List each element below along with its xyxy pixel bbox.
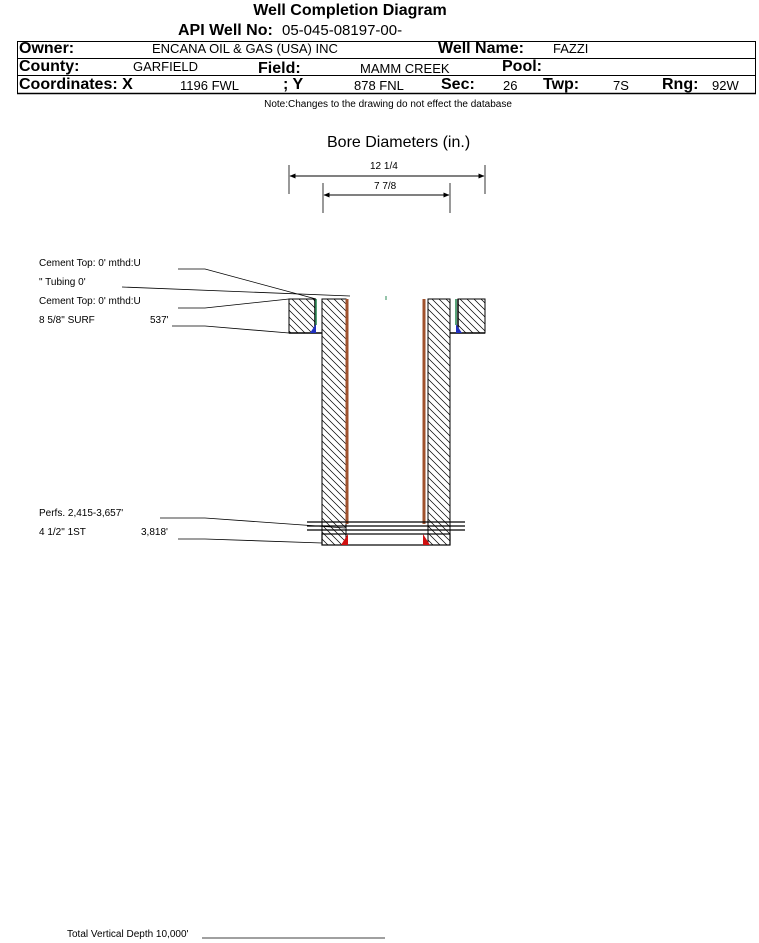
cement-top-label-2: Cement Top: 0' mthd:U — [39, 296, 141, 307]
diagram-title: Well Completion Diagram — [253, 2, 447, 19]
rng-label: Rng: — [662, 76, 699, 93]
bore-inner-dimension — [323, 183, 450, 213]
twp-label: Twp: — [543, 76, 580, 93]
sec-value: 26 — [503, 78, 518, 93]
perforations-label: Perfs. 2,415-3,657' — [39, 508, 124, 519]
y-value: 878 FNL — [354, 78, 404, 93]
production-cement — [322, 299, 450, 545]
x-value: 1196 FWL — [180, 78, 240, 93]
api-value: 05-045-08197-00- — [282, 22, 403, 39]
surface-casing-depth: 537' — [150, 315, 169, 326]
tubing-label: " Tubing 0' — [39, 277, 86, 288]
well-name-label: Well Name: — [438, 40, 524, 57]
coords-label: Coordinates: X — [19, 76, 133, 93]
y-label: ; Y — [283, 76, 304, 93]
bore-title: Bore Diameters (in.) — [327, 134, 471, 151]
bore-inner-label: 7 7/8 — [374, 181, 397, 192]
county-value: GARFIELD — [133, 59, 199, 74]
total-vertical-depth-label: Total Vertical Depth 10,000' — [67, 929, 189, 940]
production-casing-depth: 3,818' — [141, 527, 168, 538]
bore-outer-dimension — [289, 165, 485, 194]
api-label: API Well No: — [178, 22, 273, 39]
twp-value: 7S — [613, 78, 629, 93]
bore-outer-label: 12 1/4 — [370, 161, 398, 172]
well-name-value: FAZZI — [553, 41, 589, 56]
database-note: Note:Changes to the drawing do not effect the database — [264, 99, 512, 110]
pool-label: Pool: — [502, 58, 542, 75]
field-value: MAMM CREEK — [360, 61, 450, 76]
field-label: Field: — [258, 60, 301, 77]
cement-top-label-1: Cement Top: 0' mthd:U — [39, 258, 141, 269]
production-casing-label: 4 1/2" 1ST — [39, 527, 86, 538]
sec-label: Sec: — [441, 76, 475, 93]
county-label: County: — [19, 58, 80, 75]
rng-value: 92W — [712, 78, 739, 93]
surface-casing-label: 8 5/8" SURF — [39, 315, 95, 326]
owner-label: Owner: — [19, 40, 75, 57]
owner-value: ENCANA OIL & GAS (USA) INC — [152, 41, 338, 56]
